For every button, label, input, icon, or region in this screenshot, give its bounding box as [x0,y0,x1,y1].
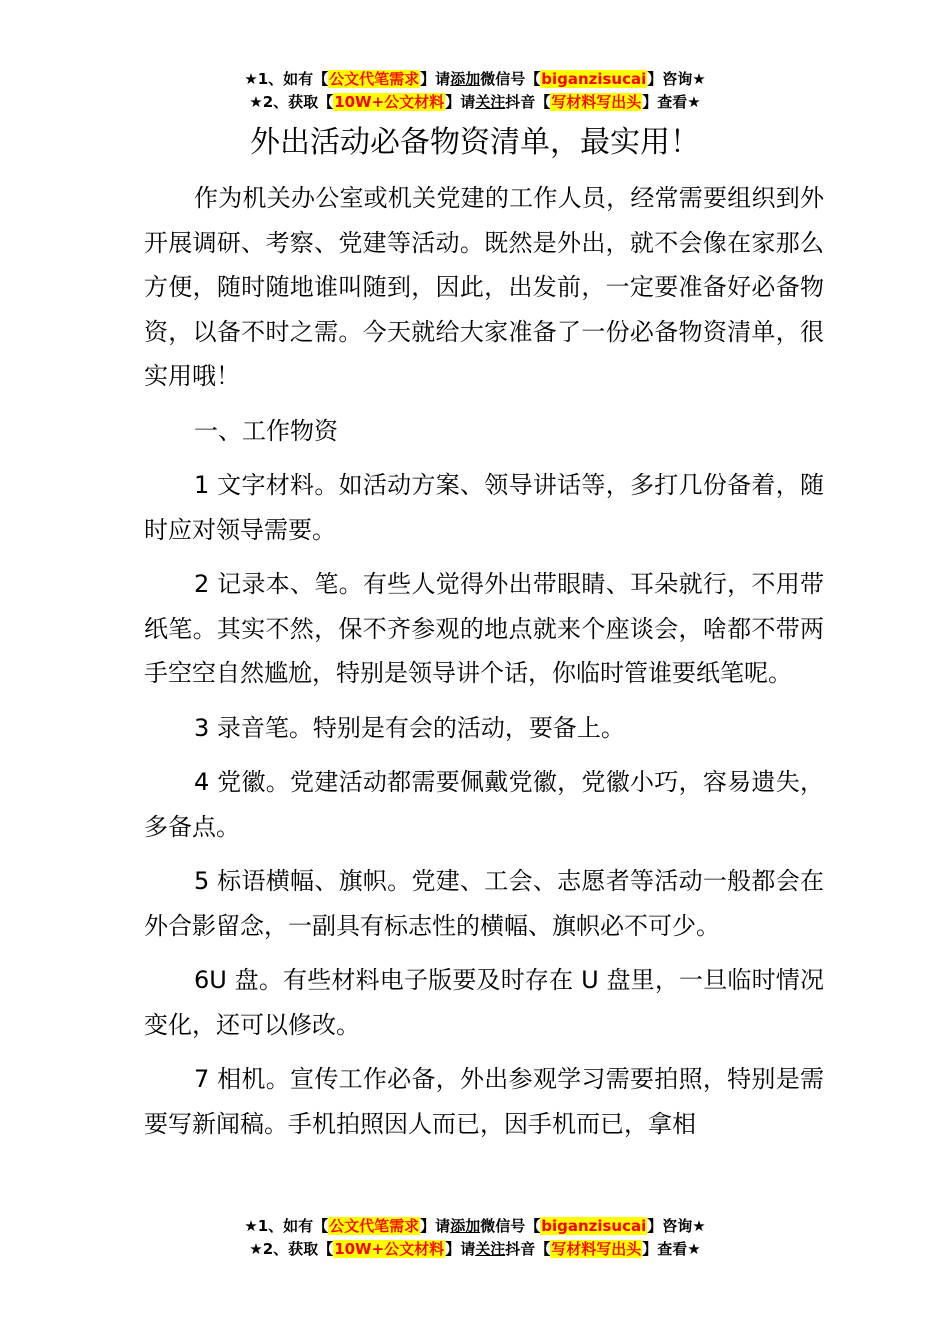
highlight-service: 公文代笔需求 [329,70,420,88]
banner-text: 】咨询★ [647,70,706,88]
banner-text: 】咨询★ [647,1217,706,1235]
banner-text: 】请 [445,1240,476,1258]
underline-add: 添加 [450,70,481,88]
underline-follow: 关注 [475,93,506,111]
paragraph-item-5: 5 标语横幅、旗帜。党建、工会、志愿者等活动一般都会在外合影留念，一副具有标志性的横幅、旗帜必不可少。 [144,867,824,940]
document-body [144,176,824,1156]
header-banner [0,68,950,114]
banner-line-2 [0,1238,950,1261]
banner-text: 抖音【 [505,1240,551,1258]
paragraph-item-2: 2 记录本、笔。有些人觉得外出带眼睛、耳朵就行，不用带纸笔。其实不然，保不齐参观的地点就来个座谈会，啥都不带两手空空自然尴尬，特别是领导讲个话，你临时管谁要纸笔呢。 [144,570,824,687]
banner-text: 微信号【 [480,1217,541,1235]
banner-line-1 [0,68,950,91]
highlight-service: 公文代笔需求 [329,1217,420,1235]
banner-text: ★1、如有【 [244,1217,329,1235]
section-heading-work-supplies: 一、工作物资 [194,416,338,445]
underline-add: 添加 [450,1217,481,1235]
banner-text: 】请 [420,1217,451,1235]
banner-text: ★2、获取【 [249,93,334,111]
highlight-wechat-id: biganzisucai [541,1217,647,1235]
banner-text: 微信号【 [480,70,541,88]
paragraph-item-4: 4 党徽。党建活动都需要佩戴党徽，党徽小巧，容易遗失，多备点。 [144,768,824,841]
highlight-materials: 10W+公文材料 [334,93,445,111]
banner-text: 】查看★ [642,93,701,111]
banner-text: ★2、获取【 [249,1240,334,1258]
banner-text: 】请 [445,93,476,111]
footer-banner [0,1215,950,1261]
banner-text: ★1、如有【 [244,70,329,88]
paragraph-item-7: 7 相机。宣传工作必备，外出参观学习需要拍照，特别是需要写新闻稿。手机拍照因人而已，因手机而已，拿相 [144,1065,824,1138]
banner-text: 】查看★ [642,1240,701,1258]
paragraph-item-3: 3 录音笔。特别是有会的活动，要备上。 [194,713,625,742]
banner-text: 抖音【 [505,93,551,111]
banner-line-2 [0,91,950,114]
document-title: 外出活动必备物资清单，最实用！ [250,125,700,160]
highlight-douyin: 写材料写出头 [551,1240,642,1258]
banner-text: 】请 [420,70,451,88]
highlight-wechat-id: biganzisucai [541,70,647,88]
banner-line-1 [0,1215,950,1238]
paragraph-intro: 作为机关办公室或机关党建的工作人员，经常需要组织到外开展调研、考察、党建等活动。既然是外出，就不会像在家那么方便，随时随地谁叫随到，因此，出发前，一定要准备好必备物资，以备不时之需。今天就给大家准备了一份必备物资清单，很实用哦！ [144,184,824,390]
paragraph-item-6: 6U 盘。有些材料电子版要及时存在 U 盘里，一旦临时情况变化，还可以修改。 [144,966,824,1039]
highlight-materials: 10W+公文材料 [334,1240,445,1258]
underline-follow: 关注 [475,1240,506,1258]
paragraph-item-1: 1 文字材料。如活动方案、领导讲话等，多打几份备着，随时应对领导需要。 [144,471,824,544]
highlight-douyin: 写材料写出头 [551,93,642,111]
